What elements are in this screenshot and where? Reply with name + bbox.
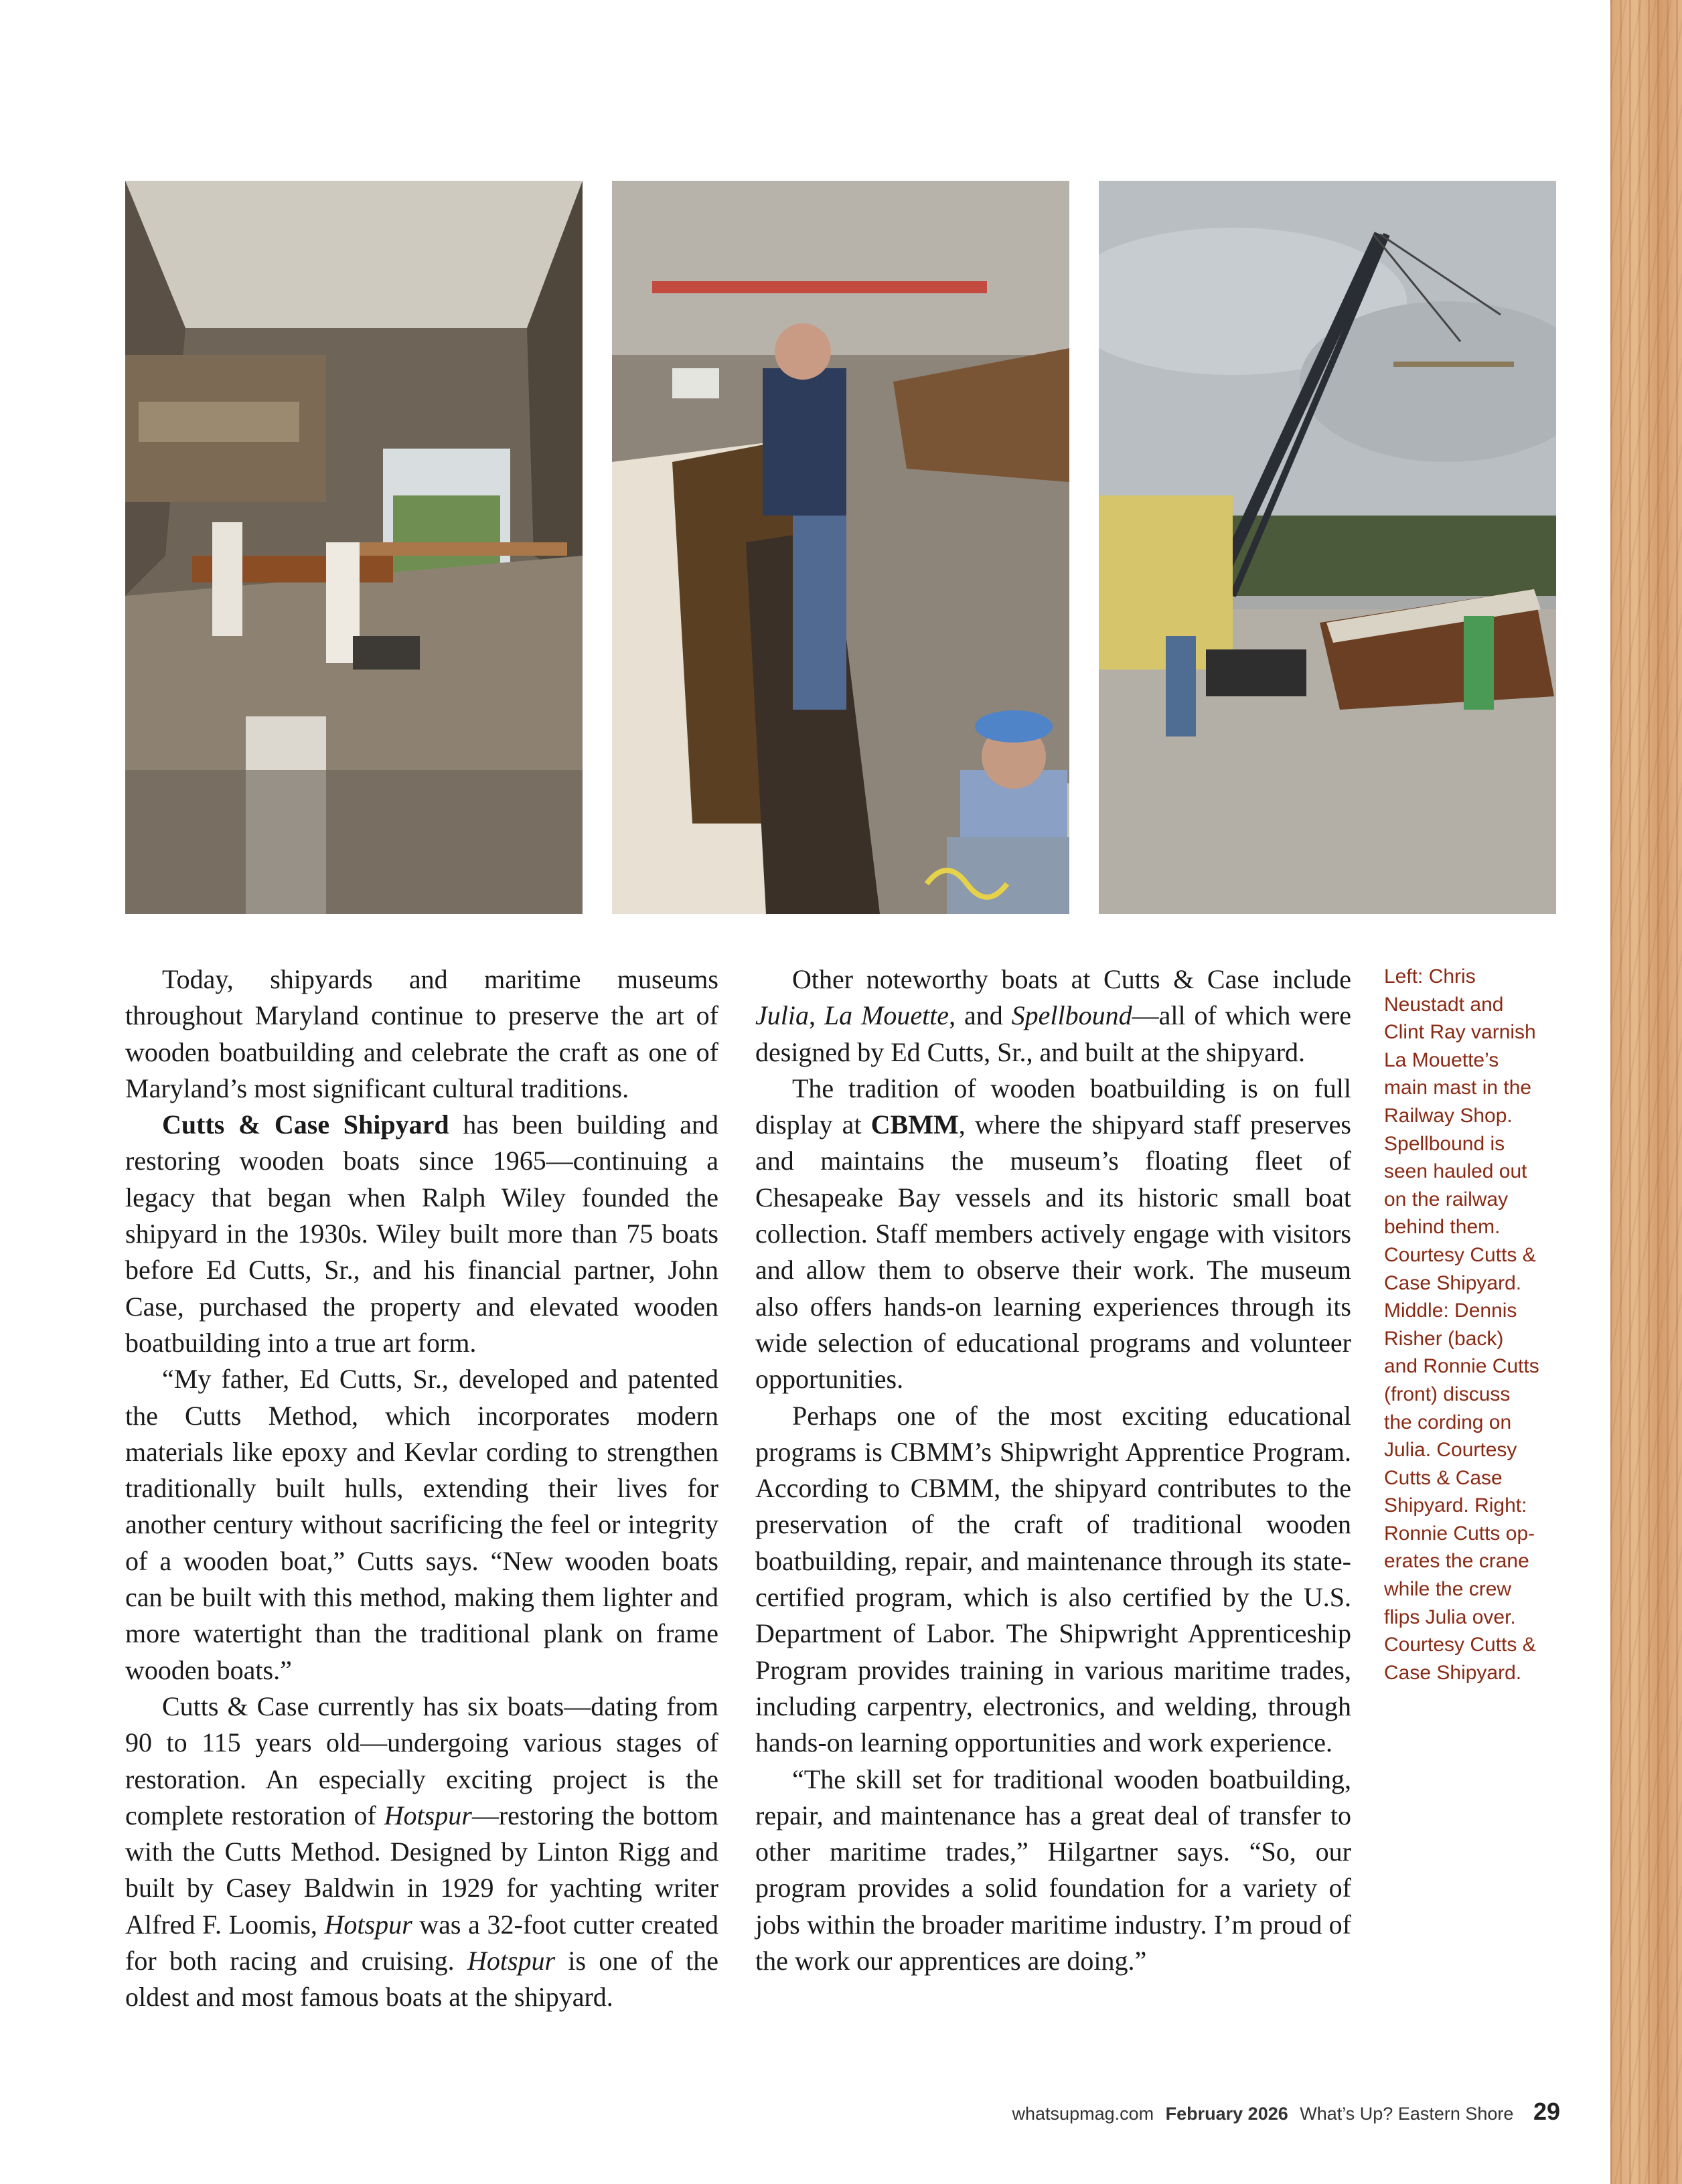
paragraph [125,1689,718,2016]
caption-line: seen hauled out [1384,1160,1527,1183]
text-run: Today, shipyards and maritime museums throughout Maryland continue to preserve the art of wooden boatbuilding and celebrate the craft as one of Maryland’s most significant cultural traditions. [125,964,718,1103]
caption-line: behind them. [1384,1216,1501,1239]
wood-grain-border [1610,0,1682,2184]
paragraph [755,1762,1351,1980]
text-run: , and [949,1000,1012,1031]
page-number: 29 [1533,2098,1560,2125]
caption-line: flips Julia over. [1384,1606,1516,1628]
text-run: was a 32-foot cutter created for both racing and cruising. [125,1909,718,1976]
caption-line: Risher (back) [1384,1327,1504,1350]
caption-line: while the crew [1384,1578,1512,1601]
text-run: Perhaps one of the most exciting educational programs is CBMM’s Shipwright Apprentice Program. According to CBMM, the shipyard contributes to the preservation of the craft of traditional wooden boatbuilding, repair, and maintenance through its state-certified program, which is also certified by the U.S. Department of Labor. The Shipwright Apprenticeship Program provides training in various maritime trades, including carpentry, electronics, and welding, through hands-on learning opportunities and work experience. [755,1400,1351,1758]
caption-line: Middle: Dennis [1384,1300,1517,1322]
caption-line: Julia. Courtesy [1384,1439,1517,1462]
caption-line: on the railway [1384,1188,1509,1211]
caption-line: the cording on [1384,1411,1512,1433]
italic-text: Spellbound [1011,1000,1132,1031]
text-run: Cutts & Case currently has six boats—dating from 90 to 115 years old—undergoing various stages of restoration. An especially exciting project is the complete restoration of [125,1691,718,1830]
caption-line: Left: Chris [1384,965,1476,988]
photo-right-crane-flip [1099,181,1556,914]
photo-middle-julia-cording [612,181,1069,914]
photo-left-railway-shop [125,181,583,914]
text-run: , [808,1000,824,1031]
caption-line: Shipyard. Right: [1384,1494,1527,1517]
text-run: —restoring the bottom with the Cutts Method. Designed by Linton Rigg and built by Casey Baldwin in 1929 for yachting writer Alfred F. Loomis, [125,1800,718,1940]
paragraph [755,961,1351,1071]
bold-text: CBMM [870,1109,959,1140]
text-run: “The skill set for traditional wooden boatbuilding, repair, and maintenance has a great deal of transfer to other maritime trades,” Hilgartner says. “So, our program provides a solid foundation for a variety of jobs within the broader maritime industry. I’m proud of the work our apprentices are doing.” [755,1764,1351,1976]
footer-magazine-name: What’s Up? Eastern Shore [1300,2104,1514,2124]
text-run: has been building and restoring wooden boats since 1965—continuing a legacy that began when Ralph Wiley founded the shipyard in the 1930s. Wiley built more than 75 boats before Ed Cutts, Sr., and his financial partner, John Case, purchased the property and elevated wooden boatbuilding into a true art form. [125,1109,719,1358]
article-column-left [125,961,718,2016]
footer-issue-month: February 2026 [1165,2104,1288,2124]
italic-text: La Mouette [824,1000,949,1031]
text-run: Other noteworthy boats at Cutts & Case include [792,964,1351,994]
text-run: , where the shipyard staff preserves and maintains the museum’s floating fleet of Chesapeake Bay vessels and its historic small boat collection. Staff members actively engage with visitors and allow them to observe their work. The museum also offers hands-on learning experiences through its wide selection of educational programs and volunteer opportunities. [755,1109,1351,1395]
caption-line: Railway Shop. [1384,1104,1513,1127]
caption-line: Neustadt and [1384,993,1504,1016]
caption-line: Case Shipyard. [1384,1661,1522,1684]
text-run: The tradition of wooden boatbuilding is on full display at [755,1073,1351,1140]
paragraph [125,1361,718,1689]
paragraph [755,1398,1351,1762]
caption-line: and Ronnie Cutts [1384,1355,1539,1378]
paragraph [125,961,718,1107]
page-footer [971,2098,1560,2126]
caption-line: Courtesy Cutts & [1384,1243,1536,1266]
caption-line: Case Shipyard. [1384,1271,1522,1294]
paragraph [755,1071,1351,1398]
caption-line: main mast in the [1384,1077,1532,1099]
italic-text: Hotspur [324,1909,412,1940]
caption-line: Courtesy Cutts & [1384,1634,1536,1656]
text-run: —all of which were designed by Ed Cutts, Sr., and built at the shipyard. [755,1000,1351,1067]
caption-line: La Mouette’s [1384,1048,1499,1071]
italic-text: Hotspur [384,1800,472,1830]
caption-line: erates the crane [1384,1550,1529,1573]
bold-text: Cutts & Case Shipyard [162,1109,449,1140]
footer-site: whatsupmag.com [1012,2104,1154,2124]
caption-line: Spellbound is [1384,1132,1505,1155]
italic-text: Hotspur [467,1946,556,1976]
caption-line: (front) discuss [1384,1383,1511,1405]
text-run: is one of the oldest and most famous boats at the shipyard. [125,1946,718,2013]
caption-line: Cutts & Case [1384,1466,1503,1489]
article-column-middle [755,961,1351,1979]
caption-line: Clint Ray varnish [1384,1021,1536,1044]
text-run: “My father, Ed Cutts, Sr., developed and patented the Cutts Method, which incorporates modern materials like epoxy and Kevlar cording to strengthen traditionally built hulls, extending their lives for another century without sacrificing the feel or integrity of a wooden boat,” Cutts says. “New wooden boats can be built with this method, making them lighter and more watertight than the traditional plank on frame wooden boats.” [125,1364,718,1685]
caption-line: Ronnie Cutts op- [1384,1522,1535,1545]
italic-text: Julia [755,1000,809,1031]
paragraph [125,1107,718,1361]
photo-caption [1384,963,1578,1687]
